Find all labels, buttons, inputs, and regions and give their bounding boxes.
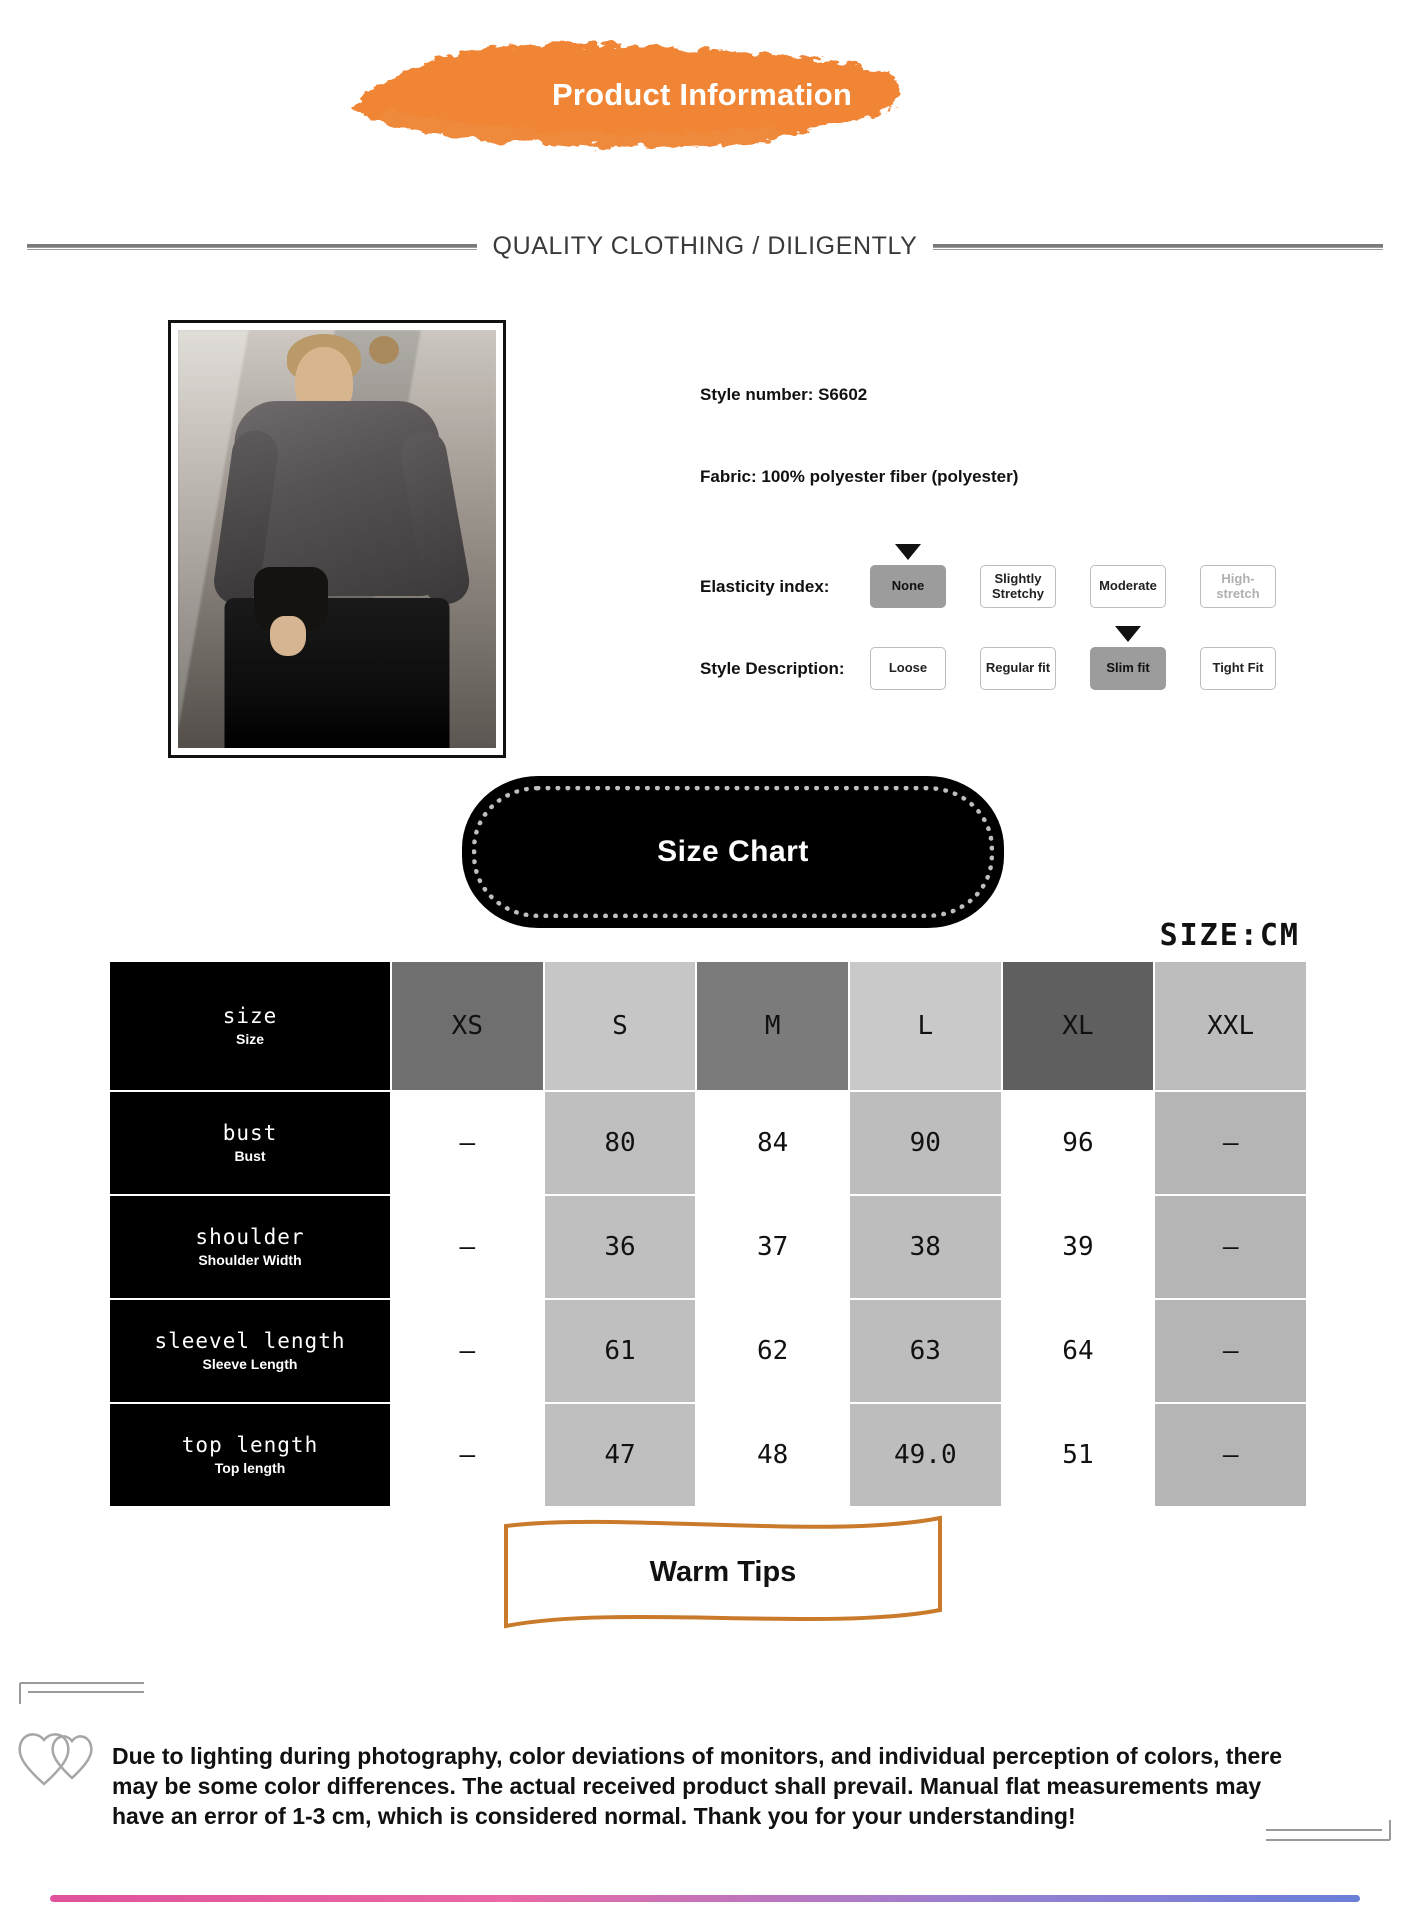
- cell-sleeve-l: 63: [849, 1299, 1002, 1403]
- table-corner-header: [109, 961, 391, 1091]
- tips-corner-rule-left: [18, 1680, 146, 1706]
- column-header-xxl: XXL: [1154, 961, 1307, 1091]
- style-description-row: [700, 647, 1310, 690]
- elasticity-option-slightly-stretchy-label: Slightly Stretchy: [991, 570, 1045, 601]
- cell-bust-xl: 96: [1002, 1091, 1155, 1195]
- cell-bust-xs: –: [391, 1091, 544, 1195]
- cell-shoulder-xs: –: [391, 1195, 544, 1299]
- size-unit-label: SIZE:CM: [1159, 918, 1300, 953]
- cell-bust-xxl: –: [1154, 1091, 1307, 1195]
- style-number: Style number: S6602: [700, 385, 868, 404]
- corner-header-en: Size: [235, 1031, 264, 1048]
- cell-sleeve-xxl: –: [1154, 1299, 1307, 1403]
- table-row: [109, 1195, 1307, 1299]
- page-title: Product Information: [552, 77, 853, 112]
- table-header-row: [109, 961, 1307, 1091]
- column-header-l: L: [849, 961, 1002, 1091]
- elasticity-label: Elasticity index:: [700, 576, 830, 596]
- row-header-shoulder-cn: shoulder: [195, 1225, 305, 1250]
- warm-tips-text: Due to lighting during photography, color deviations of monitors, and individual perception of colors, there may be some color differences. The actual received product shall prevail. Manual flat measurements may have an error of 1-3 cm, which is considered normal. Thank you for your understanding!: [112, 1743, 1283, 1829]
- cell-shoulder-xxl: –: [1154, 1195, 1307, 1299]
- tagline-divider-left: [27, 244, 477, 250]
- row-header-bust: [109, 1091, 391, 1195]
- warm-tips-banner-label: Warm Tips: [649, 1556, 797, 1588]
- style-option-slim-fit-label: Slim fit: [1106, 660, 1150, 676]
- cell-top-length-s: 47: [544, 1403, 697, 1507]
- cell-bust-m: 84: [696, 1091, 849, 1195]
- row-header-shoulder: [109, 1195, 391, 1299]
- selection-caret-icon: [1115, 626, 1141, 642]
- product-photo: [168, 320, 506, 758]
- style-option-tight-fit-label: Tight Fit: [1212, 660, 1264, 676]
- elasticity-option-none-label: None: [891, 578, 925, 594]
- cell-shoulder-l: 38: [849, 1195, 1002, 1299]
- elasticity-option-moderate[interactable]: [1090, 565, 1166, 608]
- elasticity-option-none[interactable]: [870, 565, 946, 608]
- row-header-top-length-en: Top length: [214, 1460, 286, 1477]
- bottom-gradient-bar: [50, 1895, 1360, 1902]
- tagline-text: QUALITY CLOTHING / DILIGENTLY: [492, 232, 918, 260]
- tips-corner-rule-right: [1264, 1818, 1392, 1844]
- cell-sleeve-m: 62: [696, 1299, 849, 1403]
- row-header-sleeve-en: Sleeve Length: [202, 1356, 298, 1373]
- row-header-top-length-cn: top length: [181, 1433, 319, 1458]
- size-chart-banner: [468, 782, 998, 922]
- style-option-tight-fit[interactable]: [1200, 647, 1276, 690]
- size-chart-banner-label: Size Chart: [657, 835, 809, 868]
- column-header-xs: XS: [391, 961, 544, 1091]
- elasticity-option-high-stretch[interactable]: [1200, 565, 1276, 608]
- cell-bust-l: 90: [849, 1091, 1002, 1195]
- elasticity-option-moderate-label: Moderate: [1099, 578, 1157, 594]
- style-option-regular-fit[interactable]: [980, 647, 1056, 690]
- warm-tips-banner: [498, 1510, 948, 1635]
- style-option-loose-label: Loose: [888, 660, 928, 676]
- row-header-bust-en: Bust: [234, 1148, 266, 1165]
- cell-bust-s: 80: [544, 1091, 697, 1195]
- product-spec-list: [700, 385, 1360, 549]
- cell-shoulder-s: 36: [544, 1195, 697, 1299]
- tagline-divider-right: [933, 244, 1383, 250]
- table-row: [109, 1091, 1307, 1195]
- cell-top-length-l: 49.0: [849, 1403, 1002, 1507]
- cell-top-length-m: 48: [696, 1403, 849, 1507]
- column-header-xl: XL: [1002, 961, 1155, 1091]
- style-option-loose[interactable]: [870, 647, 946, 690]
- hearts-icon: [14, 1718, 106, 1790]
- row-header-sleeve-length: [109, 1299, 391, 1403]
- cell-top-length-xl: 51: [1002, 1403, 1155, 1507]
- corner-header-cn: size: [222, 1004, 278, 1029]
- cell-top-length-xxl: –: [1154, 1403, 1307, 1507]
- column-header-s: S: [544, 961, 697, 1091]
- elasticity-row: [700, 565, 1310, 608]
- style-option-slim-fit[interactable]: [1090, 647, 1166, 690]
- row-header-sleeve-cn: sleevel length: [154, 1329, 346, 1354]
- style-option-regular-fit-label: Regular fit: [985, 660, 1051, 676]
- table-row: [109, 1299, 1307, 1403]
- cell-sleeve-xl: 64: [1002, 1299, 1155, 1403]
- fabric: Fabric: 100% polyester fiber (polyester): [700, 467, 1019, 486]
- elasticity-option-slightly-stretchy[interactable]: [980, 565, 1056, 608]
- row-header-shoulder-en: Shoulder Width: [198, 1252, 302, 1269]
- table-row: [109, 1403, 1307, 1507]
- tagline-row: [0, 232, 1410, 261]
- size-chart-table: [108, 960, 1308, 1508]
- elasticity-option-high-stretch-label: High-stretch: [1216, 570, 1260, 601]
- column-header-m: M: [696, 961, 849, 1091]
- cell-sleeve-s: 61: [544, 1299, 697, 1403]
- cell-shoulder-xl: 39: [1002, 1195, 1155, 1299]
- selection-caret-icon: [895, 544, 921, 560]
- cell-top-length-xs: –: [391, 1403, 544, 1507]
- cell-sleeve-xs: –: [391, 1299, 544, 1403]
- page-header: [0, 0, 1410, 185]
- row-header-bust-cn: bust: [222, 1121, 278, 1146]
- style-description-label: Style Description:: [700, 658, 845, 678]
- row-header-top-length: [109, 1403, 391, 1507]
- cell-shoulder-m: 37: [696, 1195, 849, 1299]
